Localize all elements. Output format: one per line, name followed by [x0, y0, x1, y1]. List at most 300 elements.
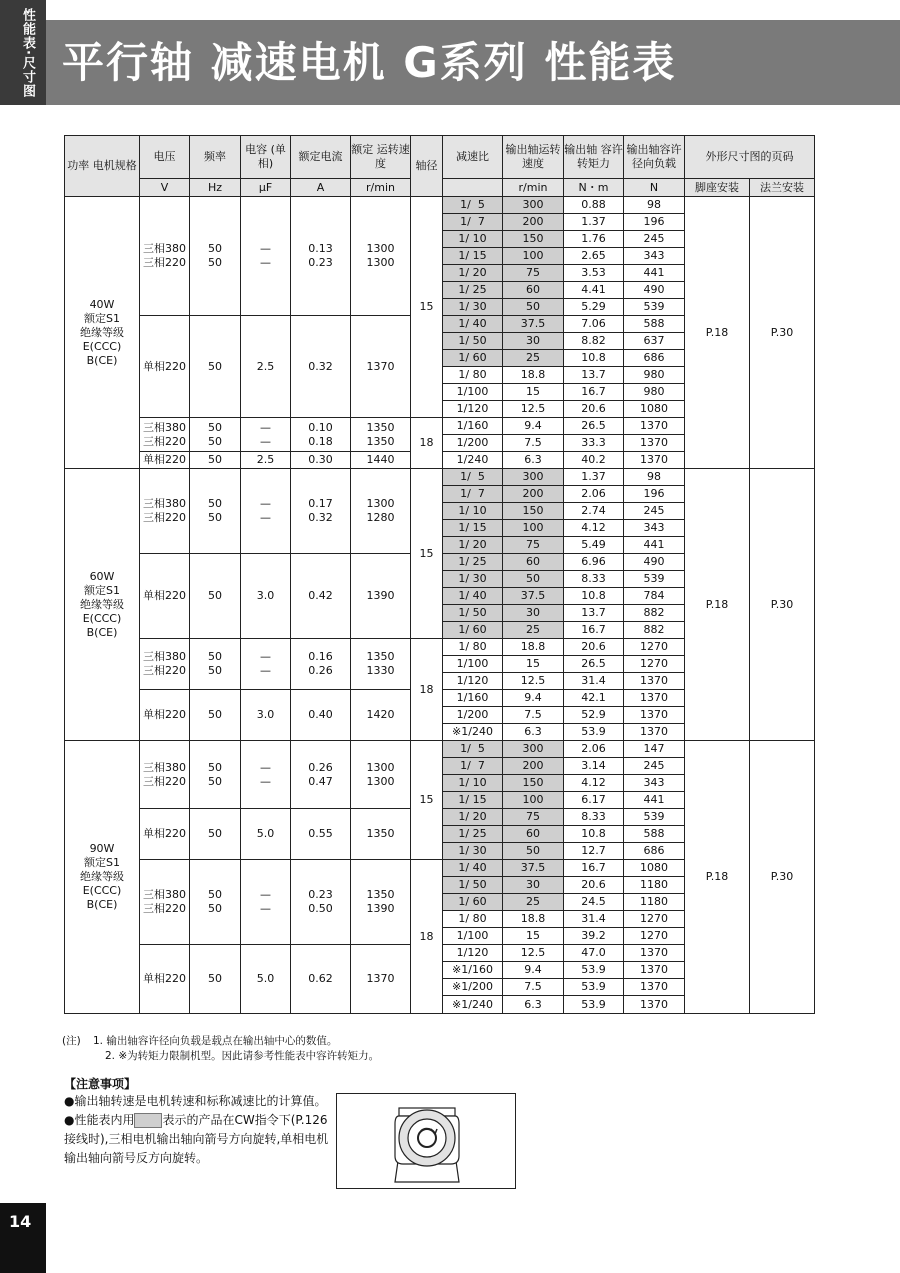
- ratio-cell: 1/ 5: [443, 469, 503, 486]
- radial-load-cell: 784: [624, 588, 685, 605]
- torque-cell: 2.65: [564, 248, 624, 265]
- ratio-cell: 1/ 80: [443, 367, 503, 384]
- shaft-diameter-cell: 15: [411, 469, 443, 639]
- flange-mount-page: P.30: [750, 741, 815, 1014]
- radial-load-cell: 1080: [624, 401, 685, 418]
- table-row: [65, 197, 815, 214]
- torque-cell: 16.7: [564, 622, 624, 639]
- torque-cell: 26.5: [564, 418, 624, 435]
- frequency-cell: 50: [190, 945, 241, 1014]
- current-cell: 0.26 0.47: [291, 741, 351, 809]
- torque-cell: 6.17: [564, 792, 624, 809]
- ratio-cell: 1/ 30: [443, 843, 503, 860]
- title-banner: [46, 20, 900, 105]
- radial-load-cell: 882: [624, 605, 685, 622]
- torque-cell: 12.7: [564, 843, 624, 860]
- torque-cell: 10.8: [564, 350, 624, 367]
- rated-speed-cell: 1350 1390: [351, 860, 411, 945]
- output-speed-cell: 15: [503, 928, 564, 945]
- ratio-cell: ※1/240: [443, 724, 503, 741]
- current-cell: 0.40: [291, 690, 351, 741]
- capacitor-cell: — —: [241, 860, 291, 945]
- performance-table: [64, 135, 815, 1014]
- radial-load-cell: 343: [624, 775, 685, 792]
- ratio-cell: 1/ 10: [443, 775, 503, 792]
- radial-load-cell: 588: [624, 316, 685, 333]
- ratio-cell: 1/ 50: [443, 605, 503, 622]
- torque-cell: 53.9: [564, 996, 624, 1014]
- header-ratio: 减速比: [443, 136, 503, 179]
- radial-load-cell: 245: [624, 503, 685, 520]
- voltage-cell: 单相220: [140, 809, 190, 860]
- output-speed-cell: 30: [503, 333, 564, 350]
- torque-cell: 5.49: [564, 537, 624, 554]
- ratio-cell: 1/100: [443, 384, 503, 401]
- ratio-cell: ※1/160: [443, 962, 503, 979]
- ratio-cell: 1/ 80: [443, 911, 503, 928]
- flange-mount-page: P.30: [750, 469, 815, 741]
- highlight-swatch: [134, 1113, 162, 1128]
- output-speed-cell: 60: [503, 826, 564, 843]
- radial-load-cell: 539: [624, 571, 685, 588]
- capacitor-cell: — —: [241, 639, 291, 690]
- radial-load-cell: 539: [624, 299, 685, 316]
- torque-cell: 4.12: [564, 520, 624, 537]
- current-cell: 0.17 0.32: [291, 469, 351, 554]
- frequency-cell: 50 50: [190, 860, 241, 945]
- ratio-cell: 1/100: [443, 928, 503, 945]
- rated-speed-cell: 1350 1350: [351, 418, 411, 452]
- rated-speed-cell: 1300 1280: [351, 469, 411, 554]
- rated-speed-cell: 1300 1300: [351, 741, 411, 809]
- output-speed-cell: 37.5: [503, 588, 564, 605]
- radial-load-cell: 441: [624, 537, 685, 554]
- torque-cell: 2.06: [564, 486, 624, 503]
- ratio-cell: 1/160: [443, 418, 503, 435]
- foot-mount-page: P.18: [685, 469, 750, 741]
- output-speed-cell: 300: [503, 197, 564, 214]
- ratio-cell: 1/ 15: [443, 248, 503, 265]
- output-speed-cell: 18.8: [503, 639, 564, 656]
- current-cell: 0.30: [291, 452, 351, 469]
- torque-cell: 6.96: [564, 554, 624, 571]
- ratio-cell: ※1/240: [443, 996, 503, 1014]
- ratio-cell: 1/160: [443, 690, 503, 707]
- torque-cell: 0.88: [564, 197, 624, 214]
- output-speed-cell: 100: [503, 792, 564, 809]
- torque-cell: 2.74: [564, 503, 624, 520]
- output-speed-cell: 30: [503, 877, 564, 894]
- frequency-cell: 50: [190, 809, 241, 860]
- header-row: [65, 136, 815, 179]
- ratio-cell: 1/ 40: [443, 316, 503, 333]
- ratio-cell: 1/ 60: [443, 894, 503, 911]
- voltage-cell: 单相220: [140, 554, 190, 639]
- radial-load-cell: 147: [624, 741, 685, 758]
- radial-load-cell: 539: [624, 809, 685, 826]
- header-capacitor: 电容 (单相): [241, 136, 291, 179]
- capacitor-cell: 3.0: [241, 690, 291, 741]
- radial-load-cell: 686: [624, 843, 685, 860]
- output-speed-cell: 9.4: [503, 690, 564, 707]
- output-speed-cell: 15: [503, 656, 564, 673]
- voltage-cell: 三相380 三相220: [140, 418, 190, 452]
- caution-line-text: 表示的产品在CW指令下(P.126接线时),三相电机输出轴向箭号方向旋转,单相电机输出轴向箭号反方向旋转。: [64, 1113, 329, 1165]
- motor-spec: 40W 额定S1 绝缘等级 E(CCC) B(CE): [65, 197, 140, 469]
- shaft-diameter-cell: 18: [411, 860, 443, 1014]
- torque-cell: 3.53: [564, 265, 624, 282]
- ratio-cell: 1/ 20: [443, 265, 503, 282]
- radial-load-cell: 882: [624, 622, 685, 639]
- current-cell: 0.32: [291, 316, 351, 418]
- output-speed-cell: 12.5: [503, 945, 564, 962]
- output-speed-cell: 150: [503, 231, 564, 248]
- ratio-cell: 1/ 10: [443, 231, 503, 248]
- ratio-cell: 1/ 25: [443, 554, 503, 571]
- output-speed-cell: 6.3: [503, 996, 564, 1014]
- voltage-cell: 单相220: [140, 690, 190, 741]
- capacitor-cell: — —: [241, 469, 291, 554]
- ratio-cell: 1/ 40: [443, 860, 503, 877]
- ratio-cell: 1/ 50: [443, 333, 503, 350]
- caution-line: ●输出轴转速是电机转速和标称减速比的计算值。: [64, 1094, 327, 1108]
- output-speed-cell: 7.5: [503, 435, 564, 452]
- output-speed-cell: 200: [503, 214, 564, 231]
- ratio-cell: 1/100: [443, 656, 503, 673]
- radial-load-cell: 1080: [624, 860, 685, 877]
- frequency-cell: 50: [190, 690, 241, 741]
- unit-rated_speed: r/min: [351, 179, 411, 197]
- rated-speed-cell: 1390: [351, 554, 411, 639]
- torque-cell: 42.1: [564, 690, 624, 707]
- radial-load-cell: 245: [624, 758, 685, 775]
- torque-cell: 33.3: [564, 435, 624, 452]
- torque-cell: 47.0: [564, 945, 624, 962]
- output-speed-cell: 6.3: [503, 724, 564, 741]
- ratio-cell: 1/ 15: [443, 792, 503, 809]
- ratio-cell: 1/ 5: [443, 741, 503, 758]
- torque-cell: 20.6: [564, 639, 624, 656]
- note-item: 2. ※为转矩力限制机型。因此请参考性能表中容许转矩力。: [105, 1050, 380, 1062]
- capacitor-cell: — —: [241, 197, 291, 316]
- torque-cell: 7.06: [564, 316, 624, 333]
- ratio-cell: 1/ 7: [443, 758, 503, 775]
- output-speed-cell: 100: [503, 520, 564, 537]
- capacitor-cell: 3.0: [241, 554, 291, 639]
- section-tab-label: 性能表·尺寸图: [20, 8, 35, 98]
- capacitor-cell: 2.5: [241, 316, 291, 418]
- ratio-cell: 1/ 30: [443, 299, 503, 316]
- torque-cell: 20.6: [564, 877, 624, 894]
- ratio-cell: 1/ 30: [443, 571, 503, 588]
- voltage-cell: 单相220: [140, 316, 190, 418]
- voltage-cell: 单相220: [140, 452, 190, 469]
- ratio-cell: 1/ 20: [443, 537, 503, 554]
- radial-load-cell: 98: [624, 469, 685, 486]
- ratio-cell: 1/ 15: [443, 520, 503, 537]
- torque-cell: 26.5: [564, 656, 624, 673]
- frequency-cell: 50 50: [190, 197, 241, 316]
- capacitor-cell: 5.0: [241, 945, 291, 1014]
- output-speed-cell: 60: [503, 554, 564, 571]
- radial-load-cell: 490: [624, 554, 685, 571]
- shaft-diameter-cell: 15: [411, 197, 443, 418]
- voltage-cell: 三相380 三相220: [140, 860, 190, 945]
- motor-spec: 90W 额定S1 绝缘等级 E(CCC) B(CE): [65, 741, 140, 1014]
- caution-line: [64, 1111, 334, 1168]
- flange-mount-page: P.30: [750, 197, 815, 469]
- radial-load-cell: 686: [624, 350, 685, 367]
- page-number-badge: [0, 1203, 46, 1273]
- capacitor-cell: — —: [241, 741, 291, 809]
- foot-mount-page: P.18: [685, 197, 750, 469]
- motor-spec: 60W 额定S1 绝缘等级 E(CCC) B(CE): [65, 469, 140, 741]
- ratio-cell: 1/200: [443, 707, 503, 724]
- radial-load-cell: 343: [624, 248, 685, 265]
- output-speed-cell: 50: [503, 843, 564, 860]
- output-speed-cell: 18.8: [503, 367, 564, 384]
- output-speed-cell: 75: [503, 265, 564, 282]
- current-cell: 0.62: [291, 945, 351, 1014]
- frequency-cell: 50 50: [190, 418, 241, 452]
- header-rated-speed: 额定 运转速度: [351, 136, 411, 179]
- output-speed-cell: 12.5: [503, 673, 564, 690]
- torque-cell: 10.8: [564, 826, 624, 843]
- voltage-cell: 三相380 三相220: [140, 741, 190, 809]
- rated-speed-cell: 1370: [351, 945, 411, 1014]
- output-speed-cell: 150: [503, 503, 564, 520]
- radial-load-cell: 1370: [624, 418, 685, 435]
- torque-cell: 1.76: [564, 231, 624, 248]
- ratio-cell: 1/ 20: [443, 809, 503, 826]
- ratio-cell: 1/120: [443, 673, 503, 690]
- torque-cell: 53.9: [564, 724, 624, 741]
- current-cell: 0.10 0.18: [291, 418, 351, 452]
- output-speed-cell: 60: [503, 282, 564, 299]
- torque-cell: 24.5: [564, 894, 624, 911]
- output-speed-cell: 200: [503, 758, 564, 775]
- ratio-cell: 1/ 7: [443, 214, 503, 231]
- torque-cell: 8.33: [564, 809, 624, 826]
- output-speed-cell: 9.4: [503, 418, 564, 435]
- ratio-cell: 1/ 60: [443, 350, 503, 367]
- radial-load-cell: 1370: [624, 452, 685, 469]
- torque-cell: 31.4: [564, 673, 624, 690]
- voltage-cell: 三相380 三相220: [140, 197, 190, 316]
- output-speed-cell: 15: [503, 384, 564, 401]
- torque-cell: 20.6: [564, 401, 624, 418]
- output-speed-cell: 18.8: [503, 911, 564, 928]
- torque-cell: 8.82: [564, 333, 624, 350]
- torque-cell: 3.14: [564, 758, 624, 775]
- output-speed-cell: 50: [503, 299, 564, 316]
- caution-title: 【注意事项】: [64, 1077, 137, 1091]
- torque-cell: 16.7: [564, 860, 624, 877]
- torque-cell: 10.8: [564, 588, 624, 605]
- radial-load-cell: 980: [624, 367, 685, 384]
- ratio-cell: 1/120: [443, 945, 503, 962]
- output-speed-cell: 37.5: [503, 860, 564, 877]
- ratio-cell: 1/ 5: [443, 197, 503, 214]
- header-torque: 输出轴 容许转矩力: [564, 136, 624, 179]
- torque-cell: 1.37: [564, 214, 624, 231]
- radial-load-cell: 1180: [624, 877, 685, 894]
- ratio-cell: 1/240: [443, 452, 503, 469]
- ratio-cell: 1/120: [443, 401, 503, 418]
- voltage-cell: 三相380 三相220: [140, 639, 190, 690]
- header-output-speed: 输出轴运转 速度: [503, 136, 564, 179]
- rated-speed-cell: 1420: [351, 690, 411, 741]
- radial-load-cell: 490: [624, 282, 685, 299]
- radial-load-cell: 245: [624, 231, 685, 248]
- frequency-cell: 50: [190, 452, 241, 469]
- radial-load-cell: 637: [624, 333, 685, 350]
- frequency-cell: 50 50: [190, 469, 241, 554]
- output-speed-cell: 25: [503, 622, 564, 639]
- torque-cell: 31.4: [564, 911, 624, 928]
- torque-cell: 53.9: [564, 962, 624, 979]
- output-speed-cell: 200: [503, 486, 564, 503]
- radial-load-cell: 1370: [624, 435, 685, 452]
- ratio-cell: 1/ 50: [443, 877, 503, 894]
- header-voltage: 电压: [140, 136, 190, 179]
- torque-cell: 16.7: [564, 384, 624, 401]
- capacitor-cell: — —: [241, 418, 291, 452]
- output-speed-cell: 30: [503, 605, 564, 622]
- radial-load-cell: 343: [624, 520, 685, 537]
- torque-cell: 40.2: [564, 452, 624, 469]
- voltage-cell: 三相380 三相220: [140, 469, 190, 554]
- ratio-cell: 1/ 25: [443, 282, 503, 299]
- current-cell: 0.55: [291, 809, 351, 860]
- voltage-cell: 单相220: [140, 945, 190, 1014]
- output-speed-cell: 300: [503, 741, 564, 758]
- unit-ratio: [443, 179, 503, 197]
- torque-cell: 13.7: [564, 367, 624, 384]
- output-speed-cell: 25: [503, 350, 564, 367]
- radial-load-cell: 1270: [624, 911, 685, 928]
- output-speed-cell: 37.5: [503, 316, 564, 333]
- output-speed-cell: 6.3: [503, 452, 564, 469]
- unit-out_speed: r/min: [503, 179, 564, 197]
- header-frequency: 频率: [190, 136, 241, 179]
- page-number: 14: [9, 1212, 32, 1231]
- motor-figure: [336, 1093, 516, 1189]
- header-current: 额定电流: [291, 136, 351, 179]
- notes-label: (注): [62, 1035, 81, 1047]
- radial-load-cell: 1370: [624, 996, 685, 1014]
- radial-load-cell: 441: [624, 792, 685, 809]
- unit-foot: 脚座安装: [685, 179, 750, 197]
- output-speed-cell: 100: [503, 248, 564, 265]
- output-speed-cell: 300: [503, 469, 564, 486]
- radial-load-cell: 1370: [624, 962, 685, 979]
- output-speed-cell: 75: [503, 537, 564, 554]
- current-cell: 0.23 0.50: [291, 860, 351, 945]
- radial-load-cell: 1370: [624, 979, 685, 996]
- torque-cell: 8.33: [564, 571, 624, 588]
- radial-load-cell: 1370: [624, 673, 685, 690]
- capacitor-cell: 5.0: [241, 809, 291, 860]
- current-cell: 0.42: [291, 554, 351, 639]
- ratio-cell: ※1/200: [443, 979, 503, 996]
- ratio-cell: 1/ 80: [443, 639, 503, 656]
- radial-load-cell: 1270: [624, 656, 685, 673]
- frequency-cell: 50: [190, 316, 241, 418]
- shaft-diameter-cell: 15: [411, 741, 443, 860]
- unit-frequency: Hz: [190, 179, 241, 197]
- unit-flange: 法兰安装: [750, 179, 815, 197]
- rated-speed-cell: 1370: [351, 316, 411, 418]
- torque-cell: 53.9: [564, 979, 624, 996]
- output-speed-cell: 9.4: [503, 962, 564, 979]
- unit-capacitor: μF: [241, 179, 291, 197]
- unit-voltage: V: [140, 179, 190, 197]
- rated-speed-cell: 1350 1330: [351, 639, 411, 690]
- rated-speed-cell: 1440: [351, 452, 411, 469]
- capacitor-cell: 2.5: [241, 452, 291, 469]
- output-speed-cell: 75: [503, 809, 564, 826]
- shaft-diameter-cell: 18: [411, 639, 443, 741]
- ratio-cell: 1/200: [443, 435, 503, 452]
- unit-current: A: [291, 179, 351, 197]
- radial-load-cell: 1370: [624, 707, 685, 724]
- radial-load-cell: 1270: [624, 639, 685, 656]
- torque-cell: 13.7: [564, 605, 624, 622]
- torque-cell: 39.2: [564, 928, 624, 945]
- table-row: [65, 741, 815, 758]
- rated-speed-cell: 1300 1300: [351, 197, 411, 316]
- unit-torque: N・m: [564, 179, 624, 197]
- radial-load-cell: 441: [624, 265, 685, 282]
- header-radial-load: 输出轴容许 径向负载: [624, 136, 685, 179]
- torque-cell: 1.37: [564, 469, 624, 486]
- ratio-cell: 1/ 7: [443, 486, 503, 503]
- radial-load-cell: 1180: [624, 894, 685, 911]
- radial-load-cell: 98: [624, 197, 685, 214]
- frequency-cell: 50 50: [190, 741, 241, 809]
- header-dim-page: 外形尺寸图的页码: [685, 136, 815, 179]
- output-speed-cell: 150: [503, 775, 564, 792]
- frequency-cell: 50 50: [190, 639, 241, 690]
- torque-cell: 2.06: [564, 741, 624, 758]
- section-tab[interactable]: [0, 0, 46, 105]
- note-item: 1. 输出轴容许径向负载是载点在输出轴中心的数值。: [93, 1035, 338, 1047]
- radial-load-cell: 1370: [624, 690, 685, 707]
- torque-cell: 4.12: [564, 775, 624, 792]
- radial-load-cell: 196: [624, 214, 685, 231]
- radial-load-cell: 588: [624, 826, 685, 843]
- frequency-cell: 50: [190, 554, 241, 639]
- shaft-diameter-cell: 18: [411, 418, 443, 469]
- output-speed-cell: 12.5: [503, 401, 564, 418]
- ratio-cell: 1/ 40: [443, 588, 503, 605]
- current-cell: 0.16 0.26: [291, 639, 351, 690]
- output-speed-cell: 7.5: [503, 979, 564, 996]
- output-speed-cell: 7.5: [503, 707, 564, 724]
- torque-cell: 5.29: [564, 299, 624, 316]
- ratio-cell: 1/ 10: [443, 503, 503, 520]
- output-speed-cell: 50: [503, 571, 564, 588]
- caution-line-text: ●性能表内用: [64, 1113, 135, 1127]
- page-title: 平行轴 减速电机 G系列 性能表: [62, 38, 677, 87]
- torque-cell: 52.9: [564, 707, 624, 724]
- table-row: [65, 469, 815, 486]
- ratio-cell: 1/ 25: [443, 826, 503, 843]
- radial-load-cell: 1370: [624, 945, 685, 962]
- gear-motor-front-icon: [337, 1094, 515, 1188]
- radial-load-cell: 1270: [624, 928, 685, 945]
